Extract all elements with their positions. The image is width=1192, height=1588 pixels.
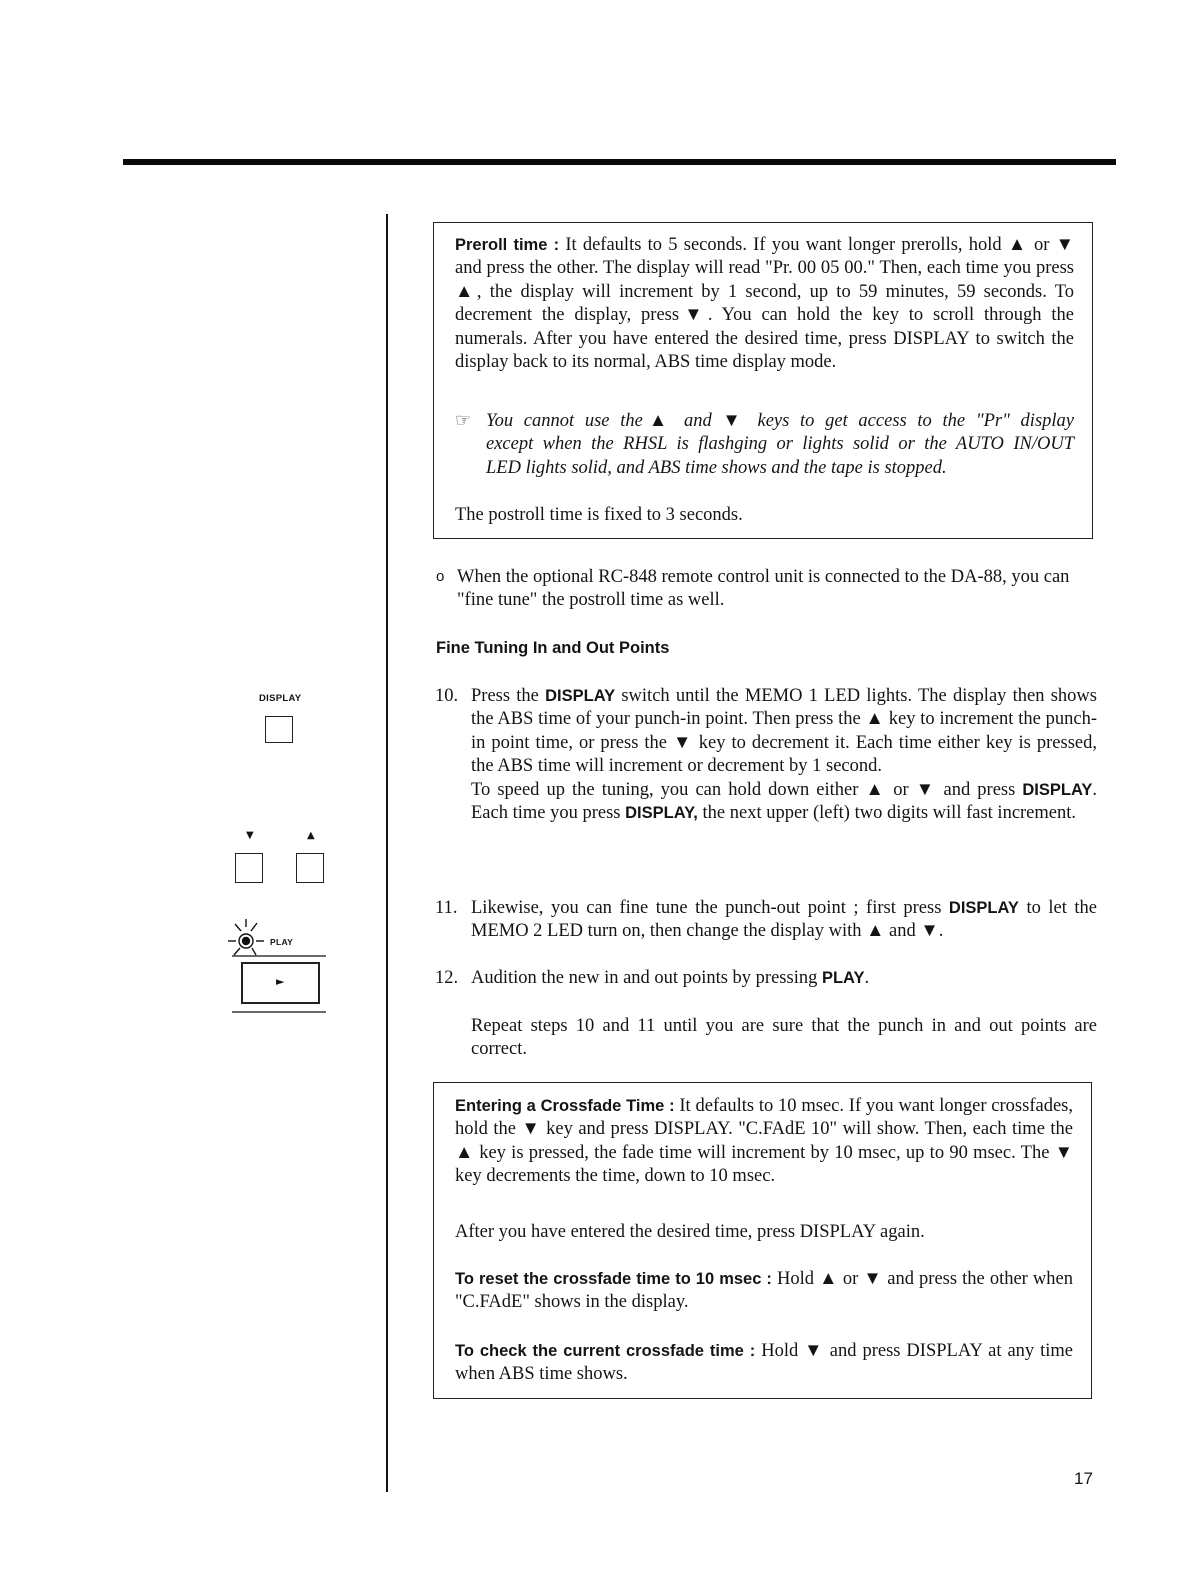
step-11-text-a: Likewise, you can fine tune the punch-out point ; first press <box>471 898 949 918</box>
step-10-p1-text-b: switch until the MEMO 1 LED lights. The display then shows the ABS time of your punch-in point. Then press the ▲ key to increment the punch-in point time, or press the ▼ key to decrement it. Each time either key is pressed, the ABS time will increment or decrement by 1 second. <box>471 686 1097 777</box>
step-10-paragraph-2 <box>471 779 1097 826</box>
pointing-hand-icon: ☞ <box>455 410 472 431</box>
step-11-number: 11. <box>435 898 458 918</box>
step-12-text-a: Audition the new in and out points by pressing <box>471 968 822 988</box>
crossfade-text: It defaults to 10 msec. If you want longer crossfades, hold the ▼ key and press DISPLAY. "C.FAdE 10" will show. Then, each time the ▲ key is pressed, the fade time will increment by 10 msec, up to 90 msec. The ▼ key decrements the time, down to 10 msec. <box>455 1096 1073 1187</box>
step-12-number: 12. <box>435 968 459 988</box>
check-text: Hold ▼ and press DISPLAY at any time when ABS time shows. <box>455 1341 1073 1385</box>
down-arrow-label: ▼ <box>246 830 254 841</box>
step-10 <box>435 685 1097 875</box>
postroll-text: The postroll time is fixed to 3 seconds. <box>455 505 743 525</box>
bullet-mark: o <box>436 568 445 585</box>
step-12-body <box>471 967 1097 990</box>
preroll-note <box>455 410 1074 480</box>
crossfade-reset-paragraph <box>455 1268 1073 1315</box>
check-label: To check the current crossfade time : <box>455 1342 756 1360</box>
step-11-key: DISPLAY <box>948 899 1019 917</box>
step-10-number: 10. <box>435 686 459 706</box>
up-arrow-label: ▲ <box>307 830 315 841</box>
step-10-p2-text-c: the next upper (left) two digits will fast increment. <box>697 803 1077 824</box>
crossfade-label: Entering a Crossfade Time : <box>455 1097 675 1115</box>
preroll-box <box>433 222 1093 539</box>
crossfade-paragraph <box>455 1095 1073 1189</box>
note-line-3: LED lights solid, and ABS time shows and the tape is stopped. <box>486 457 947 478</box>
column-rule <box>386 214 388 1492</box>
step-10-p2-text-a: To speed up the tuning, you can hold down either ▲ or ▼ and press <box>471 779 1023 800</box>
step-10-p2-text-b: . Each time you press <box>471 779 1097 824</box>
step-11-text-b: to let the MEMO 2 LED turn on, then change the display with ▲ and ▼. <box>471 898 1097 942</box>
crossfade-check-paragraph <box>455 1340 1073 1387</box>
up-key-icon <box>296 853 324 883</box>
reset-text: Hold ▲ or ▼ and press the other when "C.FAdE" shows in the display. <box>455 1269 1073 1313</box>
preroll-label: Preroll time : <box>455 236 560 254</box>
step-10-p2-key-1: DISPLAY <box>1022 780 1093 799</box>
repeat-text: Repeat steps 10 and 11 until you are sure that the punch in and out points are correct. <box>471 1016 1097 1060</box>
step-10-body <box>471 685 1097 825</box>
crossfade-box <box>433 1082 1092 1399</box>
preroll-paragraph <box>455 234 1074 374</box>
bullet-item <box>436 566 1096 613</box>
note-line-1-row <box>455 410 1074 433</box>
top-rule <box>123 159 1116 165</box>
bullet-text: When the optional RC-848 remote control unit is connected to the DA-88, you can "fine tune" the postroll time as well. <box>457 567 1070 611</box>
display-key-label: DISPLAY <box>259 693 302 704</box>
step-10-p1-text-a: Press the <box>471 686 546 706</box>
page-number: 17 <box>1074 1469 1093 1488</box>
preroll-text: It defaults to 5 seconds. If you want longer prerolls, hold ▲ or ▼ and press the other. The display will read "Pr. 00 05 00." Then, each time you press ▲, the display will increment by 1 second, up to 59 minutes, 59 seconds. To decrement the display, press▼. You can hold the key to scroll through the numerals. After you have entered the desired time, press DISPLAY to switch the display back to its normal, ABS time display mode. <box>455 235 1074 373</box>
section-heading: Fine Tuning In and Out Points <box>436 639 670 657</box>
play-arrow-icon: ► <box>276 975 285 988</box>
play-key-icon <box>241 962 320 1004</box>
display-key-icon <box>265 716 293 743</box>
play-key-label: PLAY <box>270 937 294 947</box>
step-10-p2-key-2: DISPLAY, <box>625 804 698 823</box>
down-key-icon <box>235 853 263 883</box>
note-line-2: except when the RHSL is flashging or lights solid or the AUTO IN/OUT <box>486 434 1074 455</box>
step-11-body <box>471 897 1097 944</box>
step-12-text-b: . <box>864 968 870 988</box>
step-12 <box>435 967 1097 993</box>
step-10-paragraph-1 <box>471 685 1097 779</box>
step-11 <box>435 897 1097 947</box>
step-12-key: PLAY <box>821 969 865 987</box>
crossfade-after-text: After you have entered the desired time, press DISPLAY again. <box>455 1222 925 1242</box>
note-line-1: You cannot use the▲ and ▼ keys to get access to the "Pr" display <box>486 411 1074 431</box>
step-10-p1-key: DISPLAY <box>545 687 616 705</box>
reset-label: To reset the crossfade time to 10 msec : <box>455 1270 772 1288</box>
